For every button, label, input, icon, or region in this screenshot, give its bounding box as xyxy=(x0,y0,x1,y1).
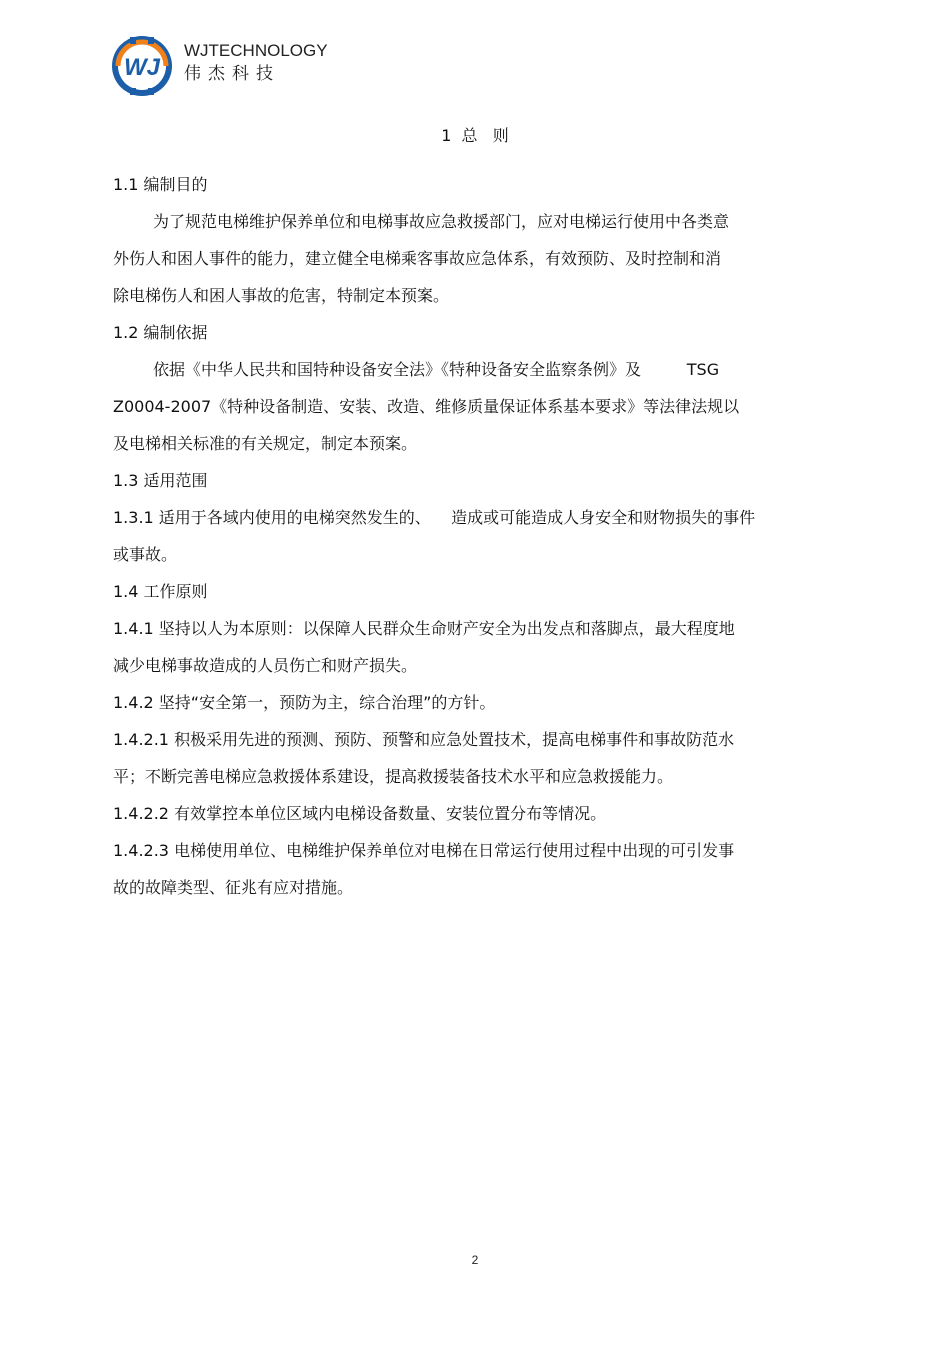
heading-1-1: 1.1 编制目的 xyxy=(113,175,208,194)
paragraph-line: 1.4.2.1 积极采用先进的预测、预防、预警和应急处置技术，提高电梯事件和事故防范水 xyxy=(113,730,735,749)
paragraph-line: 为了规范电梯维护保养单位和电梯事故应急救援部门，应对电梯运行使用中各类意 xyxy=(153,212,730,231)
paragraph-line: 1.4.2 坚持“安全第一，预防为主，综合治理”的方针。 xyxy=(113,693,496,712)
paragraph-line: Z0004-2007《特种设备制造、安装、改造、维修质量保证体系基本要求》等法律法规以 xyxy=(113,397,740,416)
paragraph-line: 故的故障类型、征兆有应对措施。 xyxy=(113,878,354,897)
document-body xyxy=(113,173,823,913)
heading-1-2: 1.2 编制依据 xyxy=(113,323,208,342)
heading-1-4: 1.4 工作原则 xyxy=(113,582,208,601)
paragraph-line: 1.3.1 适用于各域内使用的电梯突然发生的、 造成或可能造成人身安全和财物损失的事件 xyxy=(113,508,756,527)
paragraph-line: 及电梯相关标准的有关规定，制定本预案。 xyxy=(113,434,418,453)
page-number: 2 xyxy=(471,1253,479,1267)
logo-text: WJ xyxy=(124,54,160,81)
company-name xyxy=(184,40,328,86)
paragraph-line: 依据《中华人民共和国特种设备安全法》《特种设备安全监察条例》及 TSG xyxy=(153,360,720,379)
paragraph-line: 减少电梯事故造成的人员伤亡和财产损失。 xyxy=(113,656,418,675)
paragraph-line: 1.4.2.2 有效掌控本单位区域内电梯设备数量、安装位置分布等情况。 xyxy=(113,804,607,823)
paragraph-line: 平；不断完善电梯应急救援体系建设，提高救援装备技术水平和应急救援能力。 xyxy=(113,767,674,786)
document-header xyxy=(110,34,328,98)
paragraph-line: 或事故。 xyxy=(113,545,178,564)
paragraph-line: 1.4.1 坚持以人为本原则：以保障人民群众生命财产安全为出发点和落脚点，最大程度地 xyxy=(113,619,735,638)
paragraph-line: 除电梯伤人和困人事故的危害，特制定本预案。 xyxy=(113,286,450,305)
section-title: 1 总 则 xyxy=(441,126,509,145)
company-name-en: WJTECHNOLOGY xyxy=(184,41,328,60)
company-name-cn: 伟杰科技 xyxy=(184,64,280,84)
paragraph-line: 外伤人和困人事件的能力，建立健全电梯乘客事故应急体系，有效预防、及时控制和消 xyxy=(113,249,722,268)
heading-1-3: 1.3 适用范围 xyxy=(113,471,208,490)
company-logo-icon xyxy=(110,34,174,98)
paragraph-line: 1.4.2.3 电梯使用单位、电梯维护保养单位对电梯在日常运行使用过程中出现的可引发事 xyxy=(113,841,735,860)
